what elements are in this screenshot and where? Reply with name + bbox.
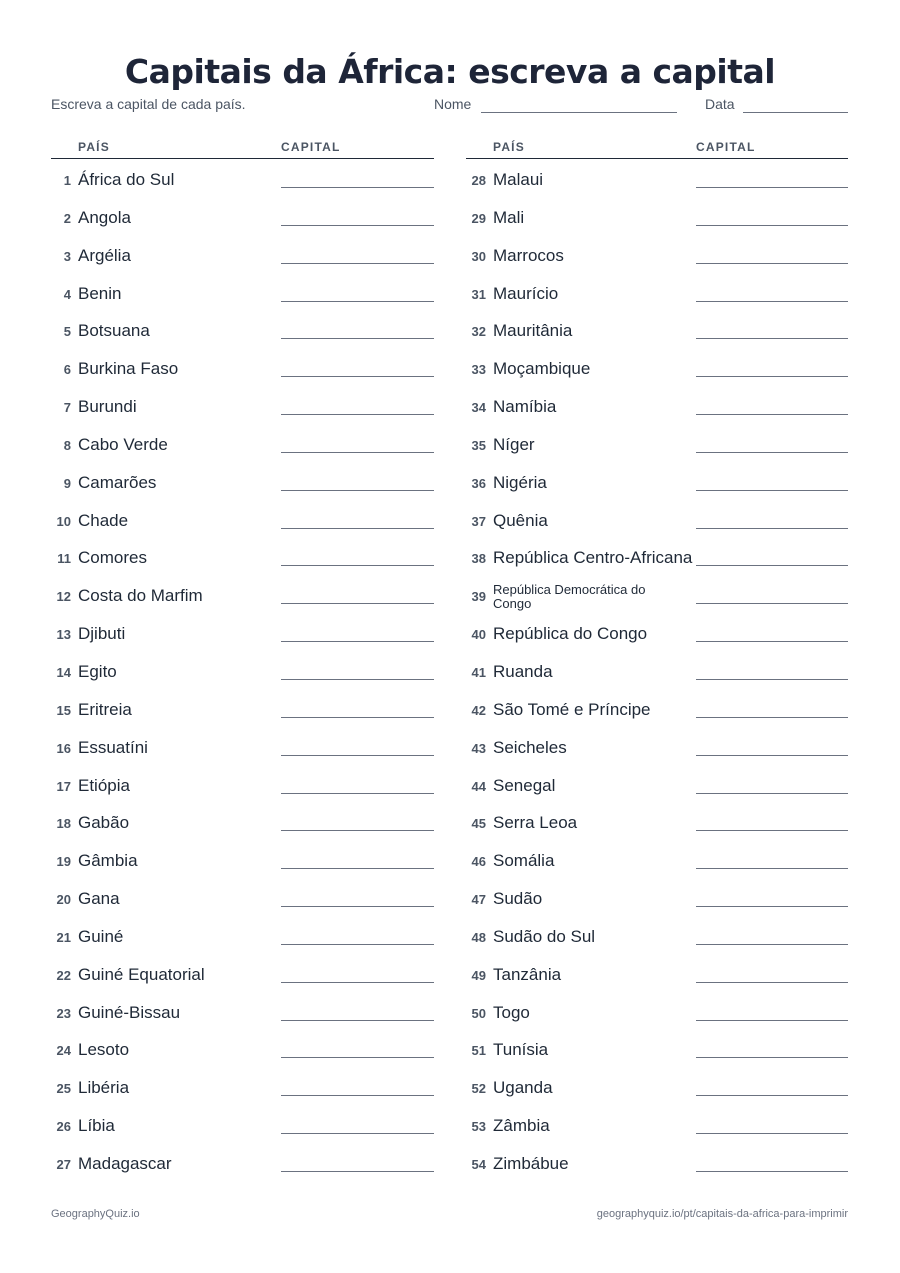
row-number: 45: [471, 816, 486, 832]
country-name: República do Congo: [493, 624, 648, 644]
list-item: [51, 1029, 434, 1067]
list-item: [466, 159, 848, 197]
list-item: [466, 651, 848, 689]
capital-answer-line[interactable]: [281, 641, 434, 642]
name-label: Nome: [434, 96, 472, 112]
list-item: [466, 310, 848, 348]
country-name: Quênia: [493, 510, 548, 530]
capital-answer-line[interactable]: [281, 452, 434, 453]
capital-answer-line[interactable]: [696, 452, 848, 453]
row-number: 42: [471, 702, 486, 718]
row-number: 10: [56, 513, 71, 529]
capital-answer-line[interactable]: [696, 982, 848, 983]
country-name: Guiné Equatorial: [78, 964, 205, 984]
list-item: [466, 613, 848, 651]
capital-header: CAPITAL: [696, 140, 756, 154]
row-number: 18: [56, 816, 71, 832]
footer-brand: GeographyQuiz.io: [51, 1208, 140, 1220]
country-name: Líbia: [78, 1116, 115, 1136]
country-name: Seicheles: [493, 737, 567, 757]
list-item: [466, 954, 848, 992]
row-number: 9: [63, 475, 71, 491]
country-name: Togo: [493, 1002, 530, 1022]
country-name: Lesoto: [78, 1040, 130, 1060]
capital-answer-line[interactable]: [696, 717, 848, 718]
capital-answer-line[interactable]: [696, 944, 848, 945]
row-number: 3: [63, 248, 71, 264]
country-header: PAÍS: [493, 140, 525, 154]
list-item: [51, 235, 434, 273]
capital-answer-line[interactable]: [281, 679, 434, 680]
capital-answer-line[interactable]: [281, 603, 434, 604]
capital-answer-line[interactable]: [696, 263, 848, 264]
capital-answer-line[interactable]: [696, 338, 848, 339]
country-name: Mauritânia: [493, 321, 573, 341]
list-item: [51, 575, 434, 613]
list-item: [466, 689, 848, 727]
row-number: 2: [63, 210, 71, 226]
capital-answer-line[interactable]: [696, 301, 848, 302]
capital-answer-line[interactable]: [696, 641, 848, 642]
capital-answer-line[interactable]: [281, 717, 434, 718]
row-number: 13: [56, 627, 71, 643]
capital-answer-line[interactable]: [281, 490, 434, 491]
country-name: Libéria: [78, 1078, 130, 1098]
list-item: [51, 424, 434, 462]
capital-header: CAPITAL: [281, 140, 341, 154]
country-name: Senegal: [493, 775, 556, 795]
capital-answer-line[interactable]: [281, 376, 434, 377]
list-item: [51, 348, 434, 386]
capital-answer-line[interactable]: [281, 1020, 434, 1021]
country-name: Argélia: [78, 245, 131, 265]
row-number: 16: [56, 740, 71, 756]
row-number: 30: [471, 248, 486, 264]
country-name: Tanzânia: [493, 964, 562, 984]
row-number: 54: [471, 1156, 486, 1172]
list-item: [466, 1067, 848, 1105]
worksheet-info-row: [51, 96, 848, 116]
country-name: Costa do Marfim: [78, 586, 203, 606]
row-number: 39: [471, 589, 486, 605]
list-item: [51, 689, 434, 727]
footer-url: geographyquiz.io/pt/capitais-da-africa-para-imprimir: [596, 1208, 848, 1220]
country-name: Burundi: [78, 397, 137, 417]
country-name: Gana: [78, 889, 120, 909]
list-item: [51, 916, 434, 954]
row-number: 12: [56, 589, 71, 605]
row-number: 19: [56, 854, 71, 870]
row-number: 26: [56, 1119, 71, 1135]
capital-answer-line[interactable]: [281, 1171, 434, 1172]
country-name: Nigéria: [493, 472, 547, 492]
row-number: 48: [471, 929, 486, 945]
row-number: 49: [471, 967, 486, 983]
list-item: [51, 537, 434, 575]
country-name: Burkina Faso: [78, 359, 179, 379]
list-item: [51, 462, 434, 500]
list-item: [51, 197, 434, 235]
capital-answer-line[interactable]: [281, 830, 434, 831]
country-name: Ruanda: [493, 661, 553, 681]
row-number: 4: [63, 286, 71, 302]
left-column: [51, 136, 434, 1181]
row-number: 51: [471, 1043, 486, 1059]
list-item: [51, 992, 434, 1030]
list-item: [466, 1143, 848, 1181]
row-number: 1: [63, 173, 71, 188]
country-name: Cabo Verde: [78, 434, 168, 454]
list-item: [51, 386, 434, 424]
country-name: Benin: [78, 283, 122, 303]
list-item: [466, 462, 848, 500]
row-number: 11: [57, 551, 71, 567]
country-name: Etiópia: [78, 775, 130, 795]
row-number: 15: [56, 702, 71, 718]
column-header: [466, 136, 848, 159]
list-item: [51, 613, 434, 651]
country-name: Essuatíni: [78, 737, 148, 757]
capital-answer-line[interactable]: [281, 944, 434, 945]
capital-answer-line[interactable]: [696, 679, 848, 680]
country-name: Eritreia: [78, 699, 132, 719]
list-item: [466, 765, 848, 803]
capital-answer-line[interactable]: [696, 187, 848, 188]
capital-answer-line[interactable]: [281, 1133, 434, 1134]
country-name: Sudão: [493, 889, 543, 909]
country-name: Namíbia: [493, 397, 557, 417]
row-number: 38: [471, 551, 486, 567]
list-item: [466, 575, 848, 613]
country-name: Guiné: [78, 926, 124, 946]
country-name: Tunísia: [493, 1040, 549, 1060]
list-item: [466, 802, 848, 840]
capital-answer-line[interactable]: [281, 225, 434, 226]
list-item: [51, 727, 434, 765]
capital-answer-line[interactable]: [696, 376, 848, 377]
list-item: [466, 1029, 848, 1067]
right-column: [466, 136, 848, 1181]
row-number: 35: [471, 437, 486, 453]
row-number: 14: [56, 664, 71, 680]
country-name: Zâmbia: [493, 1116, 550, 1136]
row-number: 21: [56, 929, 71, 945]
row-number: 25: [56, 1081, 71, 1097]
country-name: Gâmbia: [78, 851, 138, 871]
capital-answer-line[interactable]: [696, 1171, 848, 1172]
capital-answer-line[interactable]: [696, 906, 848, 907]
list-item: [51, 500, 434, 538]
country-name: Chade: [78, 510, 129, 530]
list-item: [51, 1067, 434, 1105]
capital-answer-line[interactable]: [696, 490, 848, 491]
list-item: [466, 197, 848, 235]
country-header: PAÍS: [78, 140, 110, 154]
list-item: [466, 992, 848, 1030]
row-number: 34: [471, 400, 486, 416]
capital-answer-line[interactable]: [696, 1057, 848, 1058]
capital-answer-line[interactable]: [281, 868, 434, 869]
country-name: Botsuana: [78, 321, 150, 341]
country-name: Djibuti: [78, 624, 126, 644]
row-number: 41: [471, 664, 486, 680]
list-item: [466, 840, 848, 878]
row-number: 7: [63, 400, 71, 416]
list-item: [51, 1143, 434, 1181]
list-item: [51, 651, 434, 689]
country-name: Uganda: [493, 1078, 553, 1098]
row-number: 32: [471, 324, 486, 340]
capital-answer-line[interactable]: [281, 301, 434, 302]
list-item: [466, 235, 848, 273]
capital-answer-line[interactable]: [281, 1057, 434, 1058]
capital-answer-line[interactable]: [696, 1020, 848, 1021]
capital-answer-line[interactable]: [281, 755, 434, 756]
row-number: 6: [63, 362, 71, 378]
row-number: 29: [471, 210, 486, 226]
capital-answer-line[interactable]: [281, 906, 434, 907]
country-name: Moçambique: [493, 359, 591, 379]
country-name: Guiné-Bissau: [78, 1002, 181, 1022]
capital-answer-line[interactable]: [281, 793, 434, 794]
country-name: Serra Leoa: [493, 813, 578, 833]
country-name: Gabão: [78, 813, 130, 833]
capital-answer-line[interactable]: [696, 603, 848, 604]
row-number: 27: [56, 1156, 71, 1172]
list-item: [51, 954, 434, 992]
country-name: Somália: [493, 851, 555, 871]
list-item: [51, 1105, 434, 1143]
list-item: [51, 802, 434, 840]
capital-answer-line[interactable]: [696, 565, 848, 566]
list-item: [51, 878, 434, 916]
country-name: Egito: [78, 661, 117, 681]
list-item: [51, 310, 434, 348]
country-name: Sudão do Sul: [493, 926, 596, 946]
row-number: 20: [56, 892, 71, 908]
capital-answer-line[interactable]: [281, 187, 434, 188]
capital-answer-line[interactable]: [281, 414, 434, 415]
list-item: [466, 916, 848, 954]
row-number: 36: [471, 475, 486, 491]
row-number: 5: [63, 324, 71, 340]
list-item: [466, 348, 848, 386]
capital-answer-line[interactable]: [696, 225, 848, 226]
country-name: Mali: [493, 207, 525, 227]
capital-answer-line[interactable]: [281, 565, 434, 566]
row-number: 28: [471, 173, 486, 188]
capital-answer-line[interactable]: [696, 868, 848, 869]
row-number: 44: [471, 778, 486, 794]
list-item: [51, 765, 434, 803]
column-header: [51, 136, 434, 159]
country-name: Angola: [78, 207, 131, 227]
country-name: Comores: [78, 548, 147, 568]
capital-answer-line[interactable]: [281, 982, 434, 983]
country-name: República Centro-Africana: [493, 548, 693, 568]
capital-answer-line[interactable]: [281, 1095, 434, 1096]
list-item: [51, 840, 434, 878]
row-number: 8: [63, 437, 71, 453]
country-name: São Tomé e Príncipe: [493, 699, 651, 719]
row-number: 24: [56, 1043, 71, 1059]
capital-answer-line[interactable]: [696, 793, 848, 794]
country-name: Madagascar: [78, 1153, 172, 1173]
capital-answer-line[interactable]: [696, 1133, 848, 1134]
row-number: 43: [471, 740, 486, 756]
row-number: 52: [471, 1081, 486, 1097]
row-number: 22: [56, 967, 71, 983]
list-item: [466, 727, 848, 765]
capital-answer-line[interactable]: [281, 263, 434, 264]
list-item: [466, 1105, 848, 1143]
row-number: 46: [471, 854, 486, 870]
capital-answer-line[interactable]: [696, 830, 848, 831]
country-name: República Democrática do Congo: [493, 582, 646, 612]
right-country-list: [466, 159, 848, 1181]
capital-answer-line[interactable]: [696, 1095, 848, 1096]
country-name: Zimbábue: [493, 1153, 569, 1173]
row-number: 47: [471, 892, 486, 908]
list-item: [466, 424, 848, 462]
row-number: 23: [56, 1005, 71, 1021]
row-number: 53: [471, 1119, 486, 1135]
date-label: Data: [705, 96, 735, 112]
country-name: Marrocos: [493, 245, 564, 265]
date-blank-line: [743, 112, 848, 113]
list-item: [466, 537, 848, 575]
list-item: [51, 159, 434, 197]
list-item: [466, 273, 848, 311]
list-item: [51, 273, 434, 311]
row-number: 17: [56, 778, 71, 794]
instruction-text: Escreva a capital de cada país.: [51, 96, 246, 112]
country-name: Níger: [493, 434, 535, 454]
page-title: Capitais da África: escreva a capital: [124, 52, 776, 91]
country-name: Maurício: [493, 283, 559, 303]
country-name: Camarões: [78, 472, 157, 492]
left-country-list: [51, 159, 434, 1181]
row-number: 33: [471, 362, 486, 378]
list-item: [466, 386, 848, 424]
row-number: 31: [471, 286, 486, 302]
capital-answer-line[interactable]: [281, 528, 434, 529]
list-item: [466, 878, 848, 916]
capital-answer-line[interactable]: [281, 338, 434, 339]
list-item: [466, 500, 848, 538]
capital-answer-line[interactable]: [696, 755, 848, 756]
row-number: 40: [471, 627, 486, 643]
country-name: África do Sul: [78, 170, 175, 189]
row-number: 50: [471, 1005, 486, 1021]
country-name: Malaui: [493, 170, 544, 189]
name-blank-line: [481, 112, 677, 113]
capital-answer-line[interactable]: [696, 414, 848, 415]
capital-answer-line[interactable]: [696, 528, 848, 529]
row-number: 37: [471, 513, 486, 529]
